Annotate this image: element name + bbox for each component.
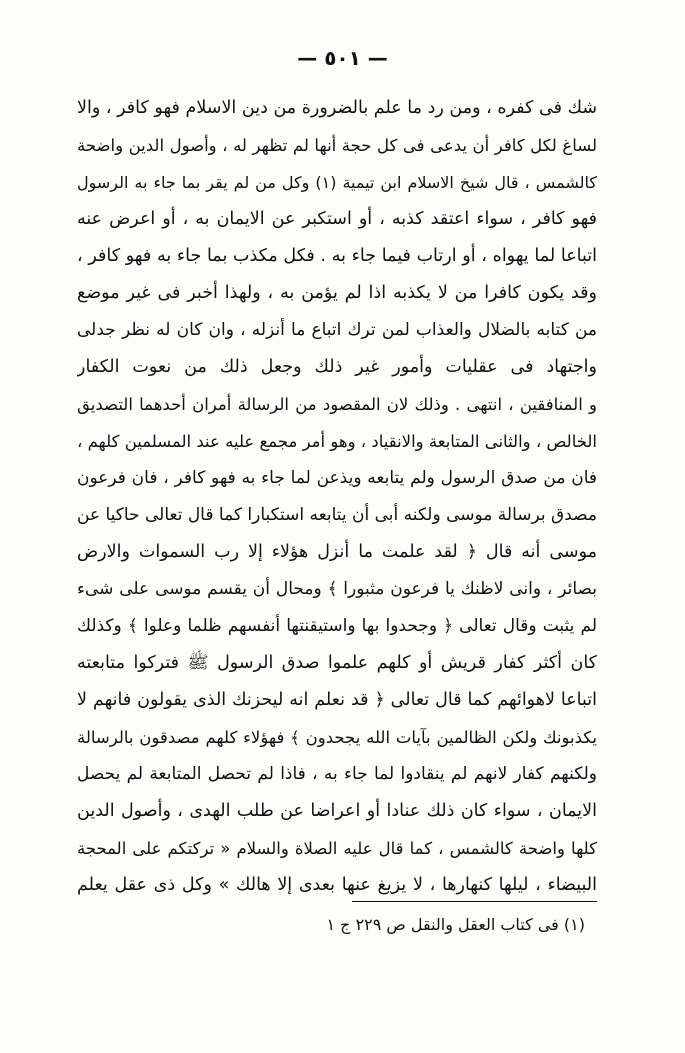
page-number: — ٥٠١ — [297, 46, 388, 70]
text-line: لم يثبت وقال تعالى ﴿ وجحدوا بها واستيقنتها أنفسهم ظلما وعلوا ﴾ وكذلك [77, 616, 597, 636]
text-line: موسى أنه قال ﴿ لقد علمت ما أنزل هؤلاء إلا رب السموات والارض [77, 542, 597, 562]
text-line: فهو كافر ، سواء اعتقد كذبه ، أو استكبر عن الايمان به ، أو اعرض عنه [77, 209, 597, 229]
text-line: من كتابه بالضلال والعذاب لمن ترك اتباع ما أنزله ، وان كان له نظر جدلى [77, 320, 597, 340]
text-line: الخالص ، والثانى المتابعة والانقياد ، وهو أمر مجمع عليه عند المسلمين كلهم ، [77, 432, 597, 451]
text-line: و المنافقين ، انتهى . وذلك لان المقصود من الرسالة أمران أحدهما التصديق [77, 395, 597, 414]
text-line: بصائر ، وانى لاظنك يا فرعون مثبورا ﴾ ومحال أن يقسم موسى على شىء [77, 579, 597, 599]
text-line: مصدق برسالة موسى ولكنه أبى أن يتابعه استكبارا كما قال تعالى حاكيا عن [77, 505, 597, 525]
text-line: شك فى كفره ، ومن رد ما علم بالضرورة من دين الاسلام فهو كافر ، والا [77, 98, 597, 118]
text-line: وقد يكون كافرا من لا يكذبه اذا لم يؤمن به ، ولهذا أخبر فى غير موضع [77, 283, 597, 303]
text-line: واجتهاد فى عقليات وأمور غير ذلك وجعل ذلك من نعوت الكفار [77, 357, 597, 377]
text-line: يكذبونك ولكن الظالمين بآيات الله يجحدون ﴾ فهؤلاء كلهم مصدقون بالرسالة [77, 728, 597, 747]
text-line: كالشمس ، قال شيخ الاسلام ابن تيمية (١) وكل من لم يقر بما جاء به الرسول [77, 173, 597, 192]
text-line: البيضاء ، ليلها كنهارها ، لا يزيغ عنها بعدى إلا هالك » وكل ذى عقل يعلم [77, 875, 597, 895]
text-line: فان من صدق الرسول ولم يتابعه ويذعن لما جاء به فهو كافر ، فان فرعون [77, 468, 597, 488]
footnote: (١) فى كتاب العقل والنقل ص ٢٢٩ ج ١ [326, 915, 585, 934]
text-line: ولكنهم كفار لانهم لم ينقادوا لما جاء به ، فاذا لم تحصل المتابعة لم يحصل [77, 764, 597, 784]
text-line: لساغ لكل كافر أن يدعى فى كل حجة أنها لم تظهر له ، وأصول الدين واضحة [77, 136, 597, 155]
text-line: كان أكثر كفار قريش أو كلهم علموا صدق الرسول ﷺ فتركوا متابعته [77, 653, 597, 673]
body-text [77, 90, 597, 904]
text-line: كلها واضحة كالشمس ، كما قال عليه الصلاة والسلام « تركتكم على المحجة [77, 839, 597, 858]
text-line: اتباعا لاهوائهم كما قال تعالى ﴿ قد نعلم انه ليحزنك الذى يقولون فانهم لا [77, 690, 597, 710]
text-line: الايمان ، سواء كان ذلك عنادا أو اعراضا عن طلب الهدى ، وأصول الدين [77, 801, 597, 821]
footnote-divider [352, 901, 597, 902]
text-line: اتباعا لما يهواه ، أو ارتاب فيما جاء به . فكل مكذب بما جاء به فهو كافر ، [77, 246, 597, 266]
